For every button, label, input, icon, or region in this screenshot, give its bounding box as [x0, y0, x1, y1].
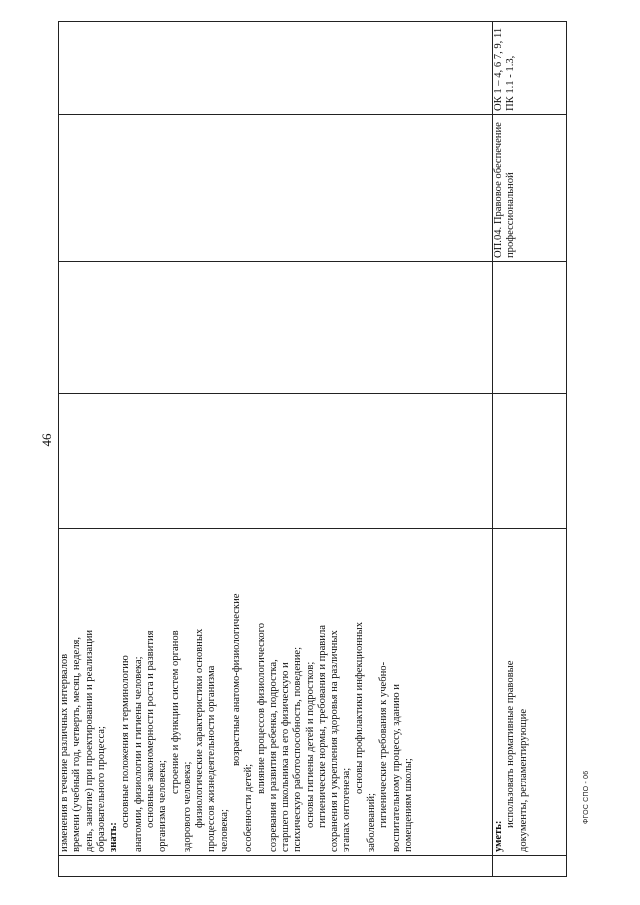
table-cell-index: [493, 856, 567, 877]
text-line: организма человека;: [157, 760, 169, 852]
section-heading-can: уметь:: [493, 820, 504, 852]
table-cell-empty: [493, 262, 567, 394]
text-line: день, занятие) при проектировании и реализации: [83, 629, 95, 852]
text-line: образовательного процесса;: [95, 726, 107, 852]
curriculum-table-rotated: [58, 27, 566, 877]
text-line: физиологические характеристики основных: [194, 628, 206, 828]
text-line: основы гигиены детей и подростков;: [304, 661, 316, 828]
table-cell-requirements: [493, 529, 567, 856]
text-line: гигиенические нормы, требования и правила: [316, 625, 328, 828]
text-line: основные закономерности роста и развития: [144, 630, 156, 828]
text-line: строение и функции систем органов: [169, 630, 181, 794]
table-cell-empty: [59, 262, 493, 394]
text-line: использовать нормативные правовые: [505, 660, 517, 828]
table-cell-competencies: [493, 22, 567, 115]
competencies-general: ОК 1 – 4, 6 7, 9, 11: [493, 27, 504, 111]
text-line: воспитательному процессу, зданию и: [390, 684, 402, 852]
curriculum-table: [58, 21, 567, 877]
table-cell-empty: [59, 394, 493, 529]
text-line: документы, регламентирующие: [517, 708, 529, 852]
page-number: 46: [39, 433, 54, 447]
text-line: созревания и развития ребенка, подростка,: [267, 659, 279, 852]
text-line: изменения в течение различных интервалов: [59, 653, 70, 852]
text-line: процессов жизнедеятельности организма: [206, 665, 218, 852]
text-line: сохранения и укрепления здоровья на различных: [329, 630, 341, 852]
text-line: возрастные анатомо-физиологические: [230, 593, 242, 766]
text-line: заболеваний;: [366, 793, 378, 852]
text-line: гигиенические требования к учебно-: [378, 661, 390, 828]
text-line: здорового человека;: [181, 761, 193, 852]
text-line: этапах онтогенеза;: [341, 767, 353, 852]
section-heading-know: знать:: [108, 822, 120, 852]
text-line: помещениям школы;: [402, 758, 414, 852]
text-line: человека;: [218, 809, 230, 852]
table-cell-index: [59, 856, 493, 877]
text-line: времени (учебный год, четверть, месяц, неделя,: [71, 636, 83, 852]
text-line: анатомии, физиологии и гигиены человека;: [132, 656, 144, 852]
text-line: основные положения и терминологию: [120, 655, 132, 828]
text-line: влияние процессов физиологического: [255, 622, 267, 794]
table-row: [493, 22, 567, 877]
text-line: старшего школьника на его физическую и: [280, 662, 292, 852]
table-cell-empty: [59, 115, 493, 262]
table-cell-discipline: ОП.04. Правовое обеспечение профессиональной: [493, 115, 567, 262]
text-line: особенности детей;: [243, 763, 255, 852]
text-line: психическую работоспособность, поведение;: [292, 646, 304, 852]
text-line: основы профилактики инфекционных: [353, 622, 365, 794]
table-cell-empty: [493, 394, 567, 529]
competencies-professional: ПК 1.1 - 1.3,: [505, 55, 517, 111]
table-cell-empty: [59, 22, 493, 115]
table-row: [59, 22, 493, 877]
table-cell-requirements: [59, 529, 493, 856]
footer-code: ФГОС СПО - 06: [583, 770, 590, 824]
